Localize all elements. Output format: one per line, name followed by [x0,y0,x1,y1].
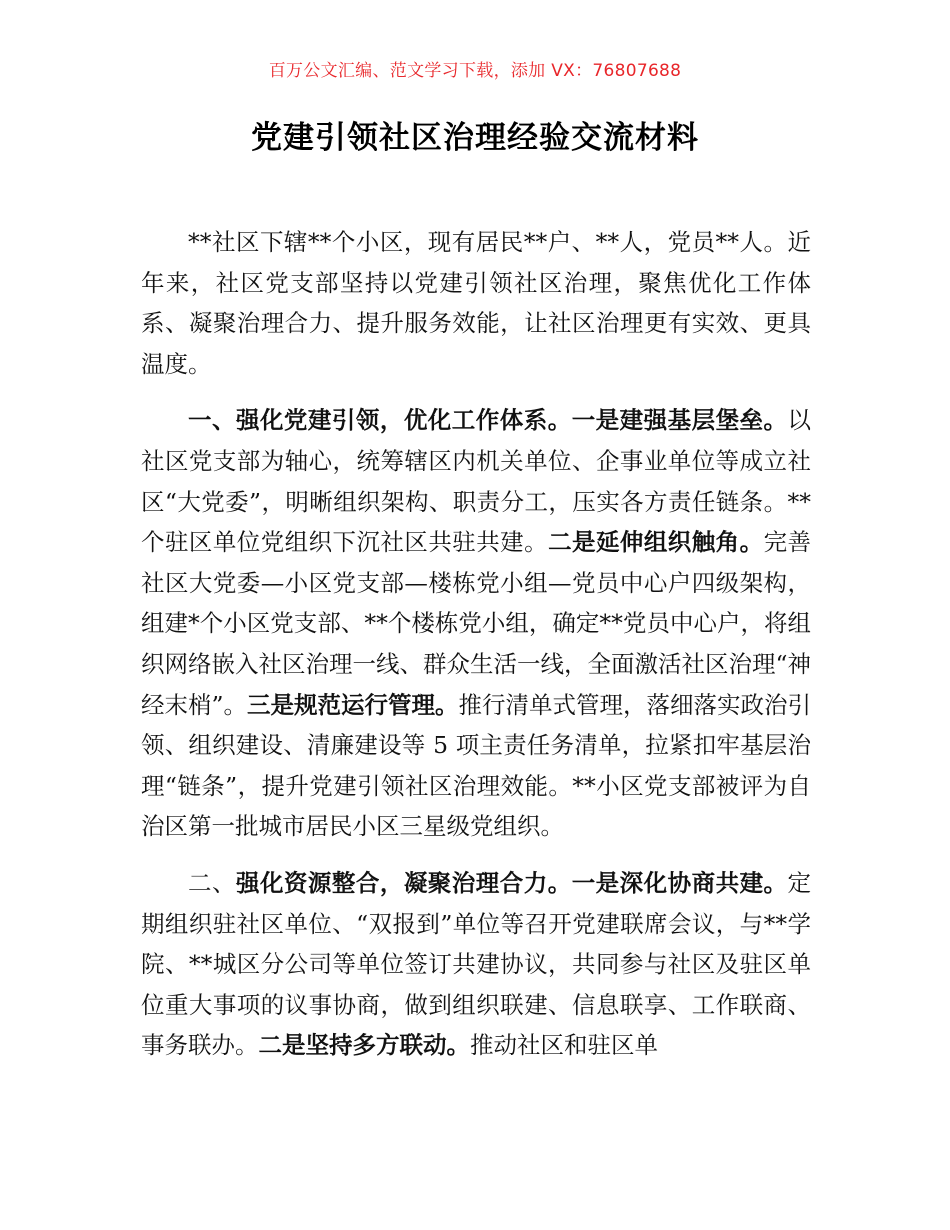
document-title: 党建引领社区治理经验交流材料 [251,120,699,156]
section-2-heading-prefix: 二、 [188,868,236,897]
document-body [141,222,811,1066]
section-1-paragraph [141,400,811,847]
section-2-point-1-text: 定期组织驻社区单位、“双报到”单位等召开党建联席会议，与**学院、**城区分公司等单位签订共建协议，共同参与社区及驻区单位重大事项的议事协商，做到组织联建、信息联享、工作联商、事务联办。 [141,868,812,1060]
section-1-point-3-title: 三是规范运行管理。 [247,690,459,719]
section-1-point-2-text: 完善社区大党委—小区党支部—楼栋党小组—党员中心户四级架构，组建*个小区党支部、**个楼栋党小组，确定**党员中心户，将组织网络嵌入社区治理一线、群众生活一线，全面激活社区治理“神经末梢”。 [141,528,812,719]
intro-text: **社区下辖**个小区，现有居民**户、**人，党员**人。近年来，社区党支部坚持以党建引领社区治理，聚焦优化工作体系、凝聚治理合力、提升服务效能，让社区治理更有实效、更具温度。 [141,228,811,378]
section-2-point-1-title: 一是深化协商共建。 [571,868,788,897]
intro-paragraph [141,222,811,384]
section-2-paragraph [141,863,811,1066]
section-1-point-1-title: 一是建强基层堡垒。 [571,406,788,435]
section-1-point-2-title: 二是延伸组织触角。 [548,528,764,557]
section-1-heading: 一、强化党建引领，优化工作体系。 [188,406,572,435]
watermark-banner: 百万公文汇编、范文学习下载，添加 VX：76807688 [268,61,682,81]
section-2-point-2-title: 二是坚持多方联动。 [258,1031,470,1060]
section-1-point-1-text: 以社区党支部为轴心，统筹辖区内机关单位、企事业单位等成立社区“大党委”，明晰组织架构、职责分工，压实各方责任链条。**个驻区单位党组织下沉社区共驻共建。 [141,406,812,557]
section-2-point-2-text: 推动社区和驻区单 [470,1031,658,1060]
section-1-point-3-text: 推行清单式管理，落细落实政治引领、组织建设、清廉建设等 5 项主责任务清单，拉紧扣牢基层治理“链条”，提升党建引领社区治理效能。**小区党支部被评为自治区第一批城市居民小区三星级党组织。 [141,690,812,841]
section-2-heading: 强化资源整合，凝聚治理合力。 [235,868,572,897]
